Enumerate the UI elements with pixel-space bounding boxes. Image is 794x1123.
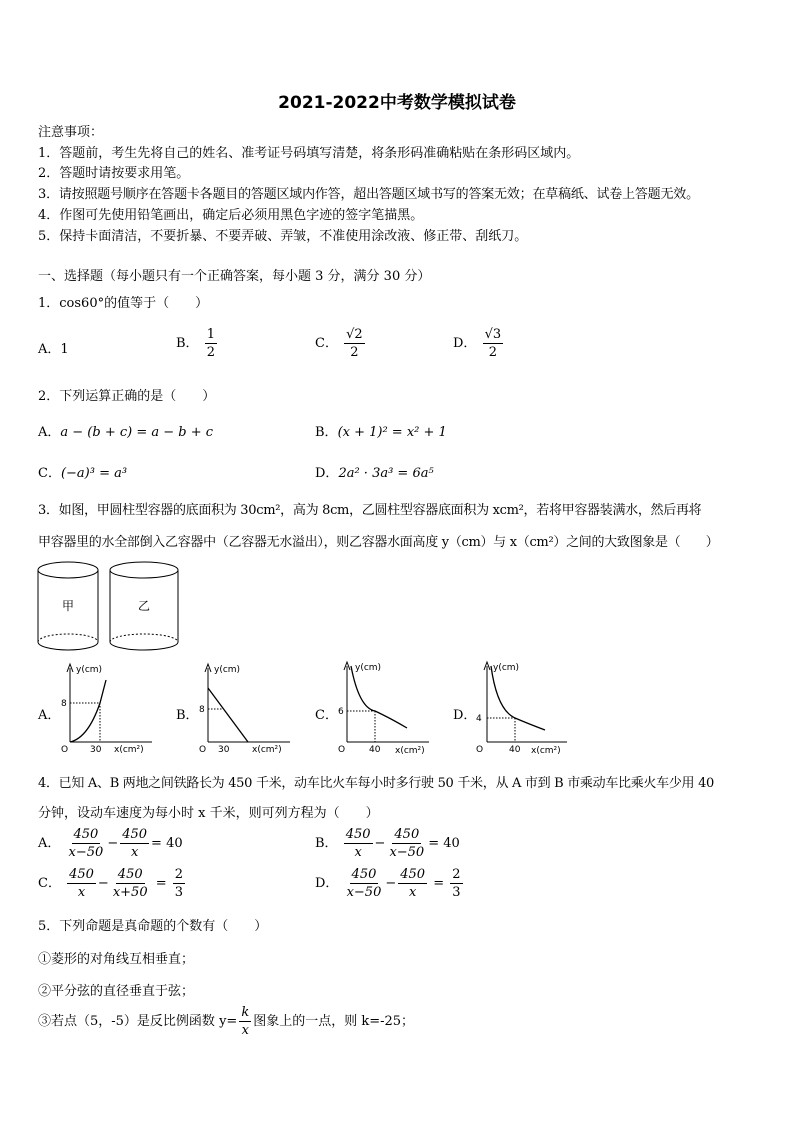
q3-label-b: B．: [176, 708, 199, 723]
x-axis-label: x(cm²): [395, 746, 425, 755]
q4-line1: 4．已知 A、B 两地之间铁路长为 450 千米，动车比火车每小时多行驶 50 千米，从 A 市到 B 市乘动车比乘火车少用 40: [38, 776, 715, 791]
q3-graph-c: [335, 658, 435, 755]
x-value-label: 40: [509, 745, 521, 755]
x-value-label: 30: [218, 745, 230, 755]
y-value-label: 8: [199, 705, 205, 715]
q4-option-c: C． $\frac{450}{x}$ − $\frac{450}{x+50}$ = $\frac{2}{3}$: [38, 867, 184, 900]
option-label: D．: [453, 336, 477, 351]
y-axis-label: y(cm): [214, 665, 241, 675]
q2-option-c: C．(−a)³ = a³: [38, 466, 128, 481]
y-value-label: 4: [476, 714, 482, 724]
origin-label: O: [61, 745, 69, 755]
origin-label: O: [476, 745, 484, 755]
q1-option-b: [176, 326, 219, 361]
q1-stem: 1．cos60°的值等于（ ）: [38, 296, 209, 311]
graph-line: [208, 688, 248, 742]
x-axis-label: x(cm²): [531, 746, 561, 755]
q4-line2: 分钟，设动车速度为每小时 x 千米，则可列方程为（ ）: [38, 806, 379, 821]
x-value-label: 40: [369, 745, 381, 755]
cylinders-figure: [30, 558, 190, 658]
q1-option-d: [453, 326, 505, 361]
fraction: $\frac{1}{2}$: [206, 327, 215, 360]
q5-statement: ②平分弦的直径垂直于弦；: [38, 984, 195, 999]
fraction: $\frac{√3}{2}$: [484, 327, 502, 360]
option-label: A．: [38, 342, 61, 357]
graph-curve: [351, 666, 407, 728]
notice-item: 2．答题时请按要求用笔。: [38, 166, 190, 181]
option-label: B．: [176, 336, 199, 351]
q3-graph-a: [58, 660, 158, 755]
notice-item: 1．答题前，考生先将自己的姓名、准考证号码填写清楚，将条形码准确粘贴在条形码区域内。: [38, 146, 580, 161]
cylinder-yi: [110, 562, 178, 650]
cylinder-jia: [38, 562, 98, 650]
q2-option-b: B．(x + 1)² = x² + 1: [315, 425, 447, 440]
cylinder-label: 乙: [137, 599, 151, 613]
notice-heading: 注意事项：: [38, 125, 104, 140]
x-value-label: 30: [90, 745, 102, 755]
q2-option-a: A．a − (b + c) = a − b + c: [38, 425, 214, 440]
x-axis-label: x(cm²): [252, 745, 282, 755]
y-axis-label: y(cm): [493, 663, 520, 673]
notice-item: 5．保持卡面清洁，不要折暴、不要弄破、弄皱，不准使用涂改液、修正带、刮纸刀。: [38, 229, 528, 244]
x-axis-label: x(cm²): [114, 745, 144, 755]
graph-curve: [491, 666, 545, 730]
q2-stem: 2．下列运算正确的是（ ）: [38, 389, 216, 404]
q4-option-a: A． $\frac{450}{x-50}$ − $\frac{450}{x}$ = 40: [38, 827, 183, 860]
y-value-label: 8: [61, 699, 67, 709]
q1-option-a: [38, 338, 69, 357]
origin-label: O: [338, 745, 346, 755]
cylinder-label: 甲: [61, 599, 75, 613]
notice-item: 4．作图可先使用铅笔画出，确定后必须用黑色字迹的签字笔描黑。: [38, 208, 424, 223]
q4-option-b: B． $\frac{450}{x}$ − $\frac{450}{x-50}$ = 40: [315, 827, 460, 860]
origin-label: O: [199, 745, 207, 755]
q3-graph-d: [473, 658, 573, 755]
q3-label-d: D．: [453, 708, 477, 723]
q3-line1: 3．如图，甲圆柱型容器的底面积为 30cm²，高为 8cm，乙圆柱型容器底面积为 xcm²，若将甲容器装满水，然后再将: [38, 503, 702, 518]
notice-item: 3．请按照题号顺序在答题卡各题目的答题区域内作答，超出答题区域书写的答案无效；在草稿纸、试卷上答题无效。: [38, 187, 699, 202]
y-axis-label: y(cm): [76, 665, 103, 675]
y-value-label: 6: [338, 707, 344, 717]
graph-curve: [70, 680, 106, 742]
q4-option-d: D． $\frac{450}{x-50}$ − $\frac{450}{x}$ = $\frac{2}{3}$: [315, 867, 461, 900]
q5-statement: ③若点（5，-5）是反比例函数 y= $\frac{k}{x}$ 图象上的一点，则 k=-25；: [38, 1005, 415, 1038]
q2-option-d: D．2a² · 3a³ = 6a⁵: [315, 466, 434, 481]
option-label: C．: [315, 336, 338, 351]
q3-label-c: C．: [315, 708, 338, 723]
q1-option-c: [315, 326, 367, 361]
q3-label-a: A．: [38, 708, 61, 723]
page-title: 2021-2022中考数学模拟试卷: [278, 93, 516, 113]
fraction: $\frac{√2}{2}$: [346, 327, 363, 360]
q3-graph-b: [196, 660, 296, 755]
q3-line2: 甲容器里的水全部倒入乙容器中（乙容器无水溢出），则乙容器水面高度 y（cm）与 x（cm²）之间的大致图象是（ ）: [38, 535, 719, 550]
q5-stem: 5．下列命题是真命题的个数有（ ）: [38, 919, 268, 934]
section-heading: 一、选择题（每小题只有一个正确答案，每小题 3 分，满分 30 分）: [38, 269, 431, 284]
option-value: 1: [60, 342, 69, 357]
q5-statement: ①菱形的对角线互相垂直；: [38, 952, 195, 967]
y-axis-label: y(cm): [355, 663, 382, 673]
